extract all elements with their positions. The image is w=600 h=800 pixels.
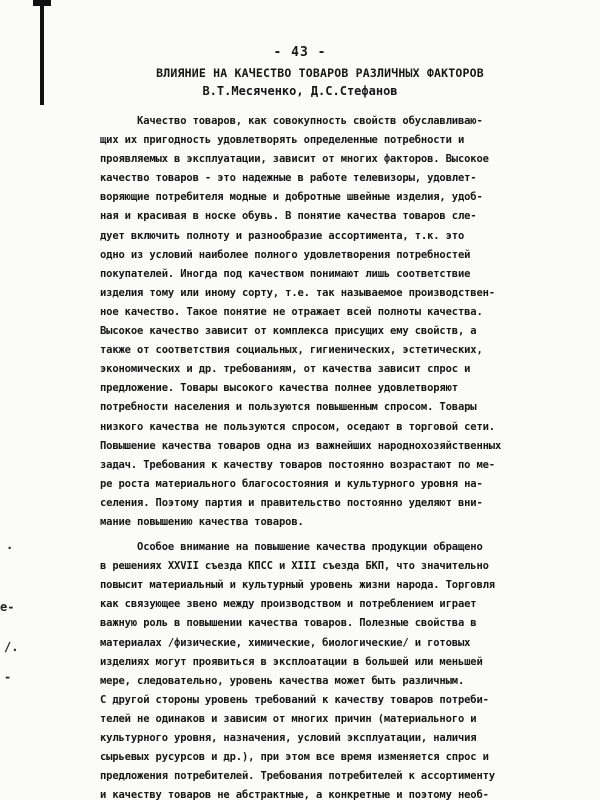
text-line: ре роста материального благосостояния и культурного уровня на- <box>100 477 483 490</box>
text-line: в решениях XXVII съезда КПСС и XIII съезда БКП, что значительно <box>100 560 489 573</box>
margin-mark-dash: - <box>4 670 12 684</box>
text-line: ная и красивая в носке обувь. В понятие качества товаров сле- <box>100 210 477 223</box>
text-line: Повышение качества товаров одна из важнейших народнохозяйственных <box>100 439 502 452</box>
text-line: телей не одинаков и зависим от многих причин (материального и <box>100 712 477 725</box>
text-line: воряющие потребителя модные и добротные швейные изделия, удоб- <box>100 191 483 204</box>
text-line: мере, следовательно, уровень качества может быть различным. <box>100 674 465 687</box>
text-line: и качеству товаров не абстрактные, а конкретные и поэтому необ- <box>100 789 489 800</box>
text-line: ное качество. Такое понятие не отражает всей полноты качества. <box>100 305 483 318</box>
text-line: важную роль в повышении качества товаров. Полезные свойства в <box>100 617 477 630</box>
text-line: низкого качества не пользуются спросом, оседают в торговой сети. <box>100 420 495 433</box>
text-line: одно из условий наиболее полного удовлетворения потребностей <box>100 248 471 261</box>
text-line: повысит материальный и культурный уровень жизни народа. Торговля <box>100 579 495 592</box>
text-line: щих их пригодность удовлетворять определенные потребности и <box>100 134 465 147</box>
text-line: как связующее звено между производством и потреблением играет <box>100 598 477 611</box>
text-line: Высокое качество зависит от комплекса присущих ему свойств, а <box>100 325 477 338</box>
paragraph-1 <box>100 112 565 532</box>
margin-mark-slash: /. <box>4 640 19 654</box>
text-line: потребности населения и пользуются повышенным спросом. Товары <box>100 401 477 414</box>
margin-mark-e: e- <box>0 600 15 614</box>
text-line: сырьевых русурсов и др.), при этом все время изменяется спрос и <box>100 751 489 764</box>
text-line: проявляемых в эксплуатации, зависит от многих факторов. Высокое <box>100 153 489 166</box>
paragraph-2 <box>100 538 565 800</box>
text-line: экономических и др. требованиям, от качества зависит спрос и <box>100 363 471 376</box>
text-line: культурного уровня, назначения, условий эксплуатации, наличия <box>100 732 477 744</box>
text-line: качество товаров - это надежные в работе телевизоры, удовлет- <box>100 172 477 185</box>
text-line: Особое внимание на повышение качества продукции обращено <box>100 541 483 554</box>
page-number: - 43 - <box>273 45 327 60</box>
text-line: селения. Поэтому партия и правительство постоянно уделяют вни- <box>100 496 483 509</box>
document-title: ВЛИЯНИЕ НА КАЧЕСТВО ТОВАРОВ РАЗЛИЧНЫХ ФАКТОРОВ <box>156 66 484 80</box>
text-line: Качество товаров, как совокупность свойств обуславливаю- <box>100 115 483 127</box>
text-line: предложение. Товары высокого качества полнее удовлетворяют <box>100 382 458 395</box>
text-line: материалах /физические, химические, биологические/ и готовых <box>100 636 471 649</box>
margin-mark-dot: . <box>6 538 14 552</box>
document-authors: В.Т.Месяченко, Д.С.Стефанов <box>202 84 398 98</box>
text-line: также от соответствия социальных, гигиенических, эстетических, <box>100 344 483 357</box>
text-line: дует включить полноту и разнообразие ассортимента, т.к. это <box>100 229 465 242</box>
text-line: покупателей. Иногда под качеством понимают лишь соответствие <box>100 267 471 280</box>
text-line: изделия тому или иному сорту, т.е. так называемое производствен- <box>100 286 495 299</box>
text-line: С другой стороны уровень требований к качеству товаров потреби- <box>100 693 489 706</box>
text-line: изделиях могут проявиться в эксплоатации в большей или меньшей <box>100 655 483 668</box>
text-line: задач. Требования к качеству товаров постоянно возрастают по ме- <box>100 458 495 471</box>
text-line: предложения потребителей. Требования потребителей к ассортименту <box>100 770 495 783</box>
text-line: мание повышению качества товаров. <box>100 515 304 528</box>
body-text <box>100 112 565 800</box>
